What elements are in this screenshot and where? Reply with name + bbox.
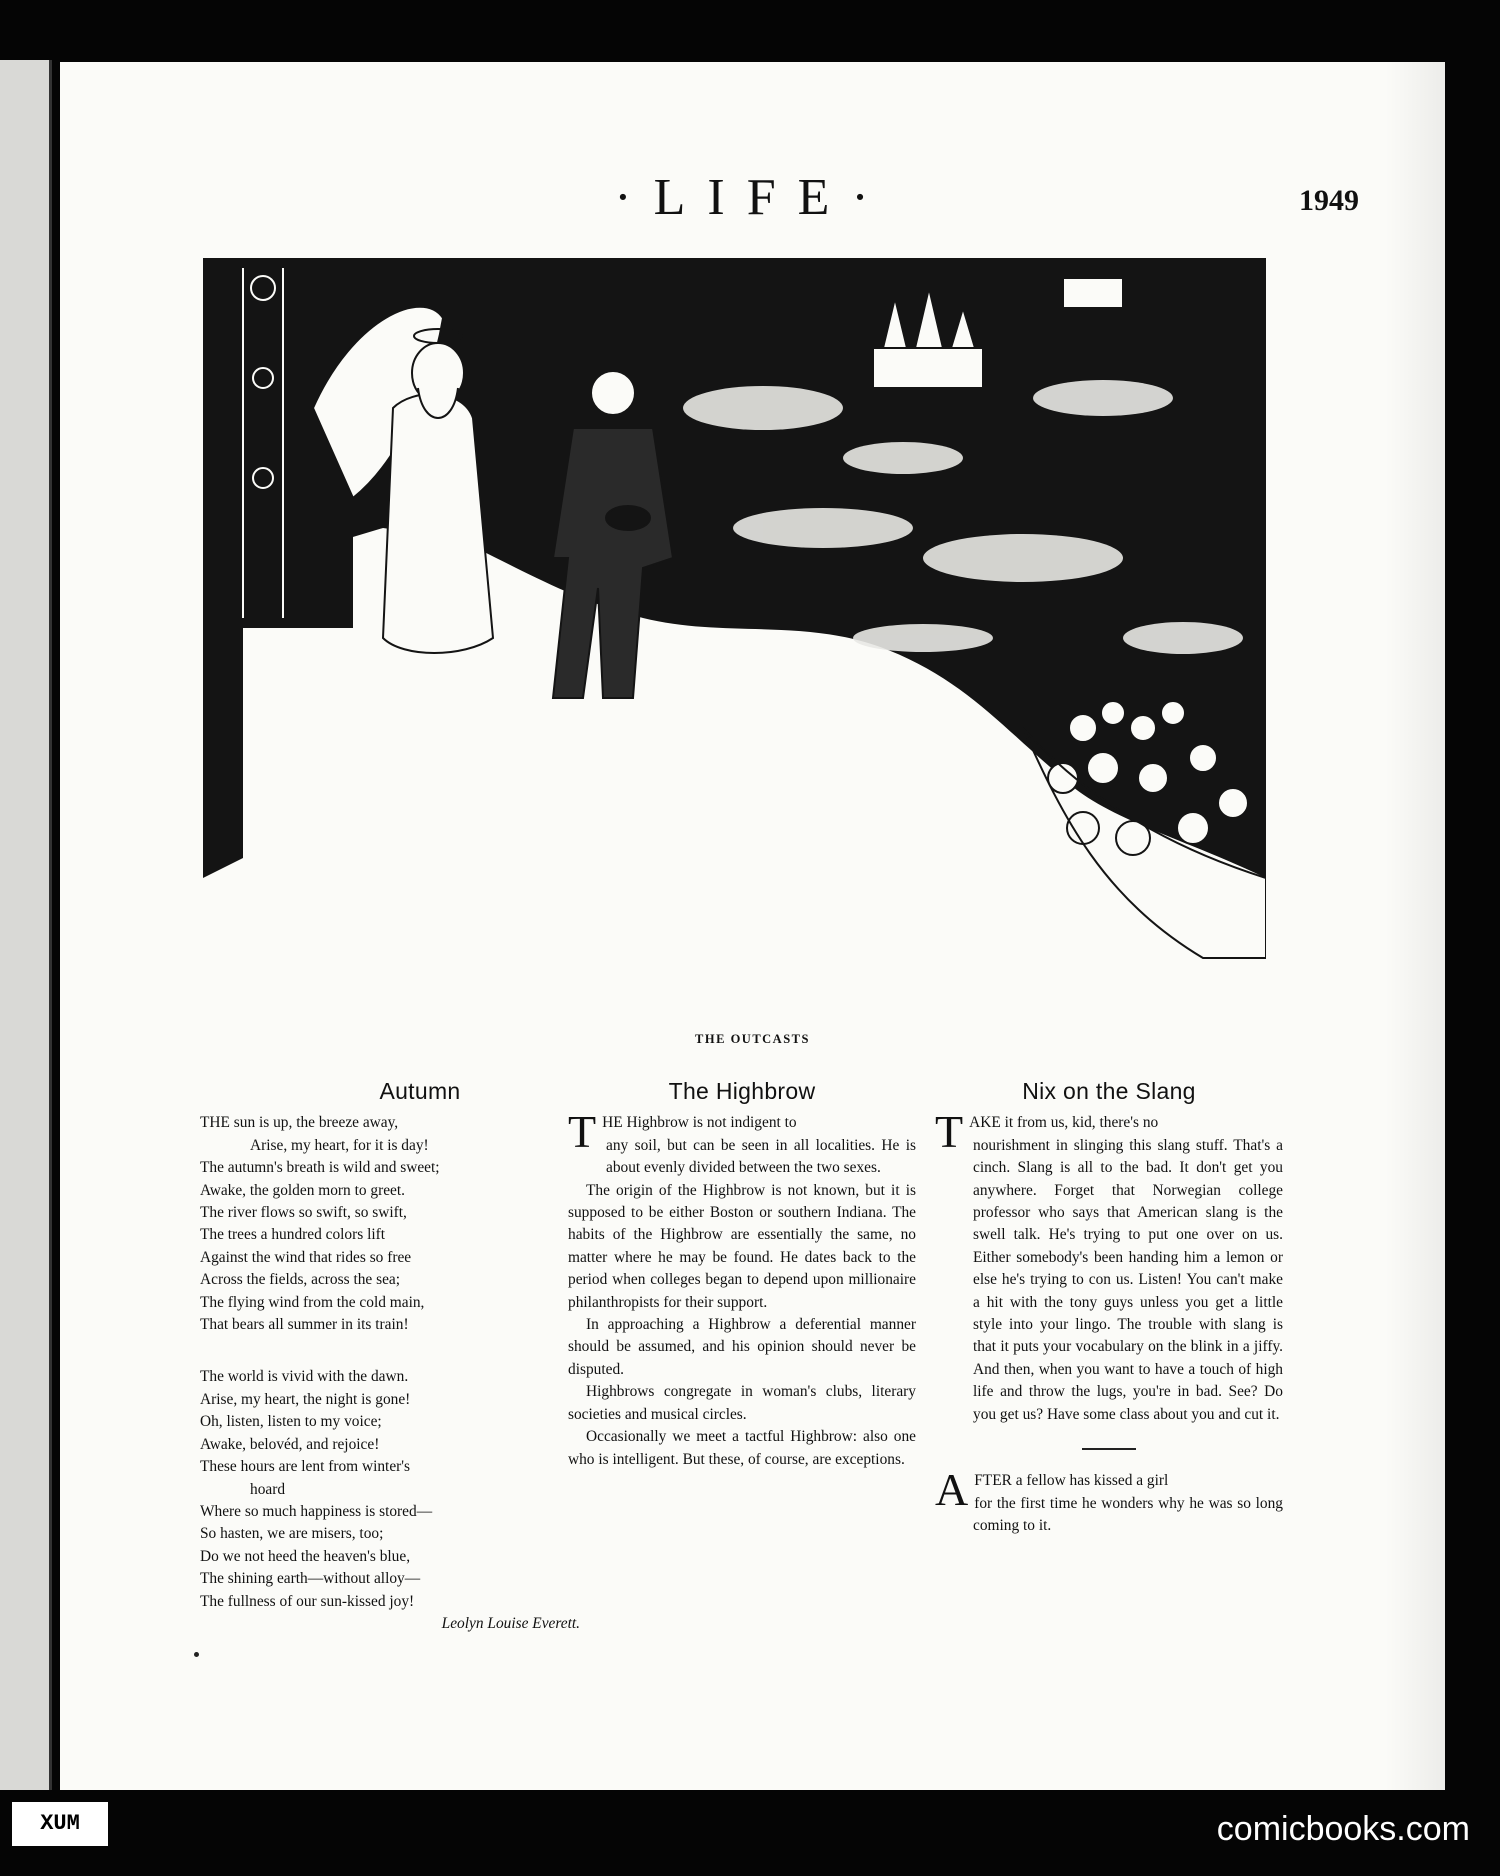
poem-line: Where so much happiness is stored— xyxy=(200,1502,433,1520)
drop-cap: T xyxy=(935,1106,964,1158)
poem-line: Arise, my heart, for it is day! xyxy=(250,1136,429,1154)
scan-label: XUM xyxy=(12,1802,108,1846)
paragraph-text: for the first time he wonders why he was so long coming to it. xyxy=(973,1494,1283,1534)
poem-line: Awake, the golden morn to greet. xyxy=(200,1181,406,1199)
highbrow-paragraph-2: The origin of the Highbrow is not known, but it is supposed to be either Boston or southern Indiana. The habits of the Highbrow are essentially the same, no matter where he may be found. He dates back to the period when colleges began to depend upon millionaire philanthropists for their support. xyxy=(568,1181,916,1311)
ink-speck xyxy=(194,1652,199,1657)
poem-line: THE sun is up, the breeze away, xyxy=(200,1114,399,1132)
the-outcasts-illustration xyxy=(203,258,1266,1014)
poem-line: hoard xyxy=(250,1480,286,1498)
paragraph-text: nourishment in slinging this slang stuff. That's a cinch. Slang is all to the bad. It don't get you anywhere. Forget that Norwegian college professor who says that American slang is the swell talk. He's trying to put one over on us. Either somebody's been handing him a lemon or else he's trying to con us. Listen! You can't make a hit with the tony guys unless you get a little style into your lingo. The trouble with slang is that it puts your vocabulary on the blink in a jiffy. And then, when you want to have a touch of high life and throw the lugs, you're in bad. See? Do you get us? Have some class about you and cut it. xyxy=(973,1136,1283,1423)
autumn-stanza-1 xyxy=(200,1112,580,1336)
poem-line: The river flows so swift, so swift, xyxy=(200,1204,407,1222)
paragraph-text: any soil, but can be seen in all localities. He is about evenly divided between the two sexes. xyxy=(606,1136,916,1177)
autumn-title: Autumn xyxy=(379,1078,461,1104)
paragraph-text: HE Highbrow is not indigent to xyxy=(602,1114,797,1132)
highbrow-paragraph-1 xyxy=(568,1106,916,1179)
paragraph-text: FTER a fellow has kissed a girl xyxy=(974,1472,1169,1490)
illustration-caption: THE OUTCASTS xyxy=(695,1032,810,1046)
poem-line: Arise, my heart, the night is gone! xyxy=(200,1390,411,1408)
highbrow-paragraph-5: Occasionally we meet a tactful Highbrow: also one who is intelligent. But these, of course, are exceptions. xyxy=(568,1428,916,1468)
highbrow-paragraph-4: Highbrows congregate in woman's clubs, literary societies and musical circles. xyxy=(568,1383,916,1423)
poem-line: The flying wind from the cold main, xyxy=(200,1293,425,1311)
poem-line: Do we not heed the heaven's blue, xyxy=(200,1547,411,1565)
poem-line: Across the fields, across the sea; xyxy=(200,1271,401,1289)
poem-line: These hours are lent from winter's xyxy=(200,1458,411,1476)
poem-line: The fullness of our sun-kissed joy! xyxy=(200,1592,415,1610)
divider-rule xyxy=(1082,1448,1136,1450)
page-number: 1949 xyxy=(1299,184,1359,217)
after-paragraph xyxy=(935,1464,1283,1537)
highbrow-title: The Highbrow xyxy=(668,1078,816,1104)
drop-cap: T xyxy=(568,1106,597,1158)
poem-line: The trees a hundred colors lift xyxy=(200,1226,386,1244)
highbrow-paragraph-3: In approaching a Highbrow a deferential manner should be assumed, and his opinion should never be disputed. xyxy=(568,1316,916,1378)
slang-article xyxy=(935,1080,1283,1537)
poem-line: Awake, belovéd, and rejoice! xyxy=(200,1435,380,1453)
slang-title: Nix on the Slang xyxy=(1022,1078,1196,1104)
watermark: comicbooks.com xyxy=(1216,1810,1470,1848)
autumn-stanza-2 xyxy=(200,1366,580,1612)
poem-author: Leolyn Louise Everett. xyxy=(441,1614,580,1632)
poem-line: Oh, listen, listen to my voice; xyxy=(200,1413,382,1431)
poem-line: The shining earth—without alloy— xyxy=(200,1570,421,1588)
paragraph-text: AKE it from us, kid, there's no xyxy=(969,1114,1159,1132)
drop-cap: A xyxy=(935,1464,969,1516)
poem-line: The world is vivid with the dawn. xyxy=(200,1368,409,1386)
poem-line: The autumn's breath is wild and sweet; xyxy=(200,1159,440,1177)
highbrow-article xyxy=(568,1080,916,1471)
slang-paragraph-1 xyxy=(935,1106,1283,1426)
poem-line: So hasten, we are misers, too; xyxy=(200,1525,384,1543)
poem-line: Against the wind that rides so free xyxy=(200,1248,412,1266)
autumn-poem xyxy=(200,1080,580,1635)
facing-page-edge xyxy=(0,60,52,1790)
poem-line: That bears all summer in its train! xyxy=(200,1316,409,1334)
magazine-page xyxy=(60,62,1445,1790)
masthead: ·LIFE· xyxy=(614,169,891,226)
